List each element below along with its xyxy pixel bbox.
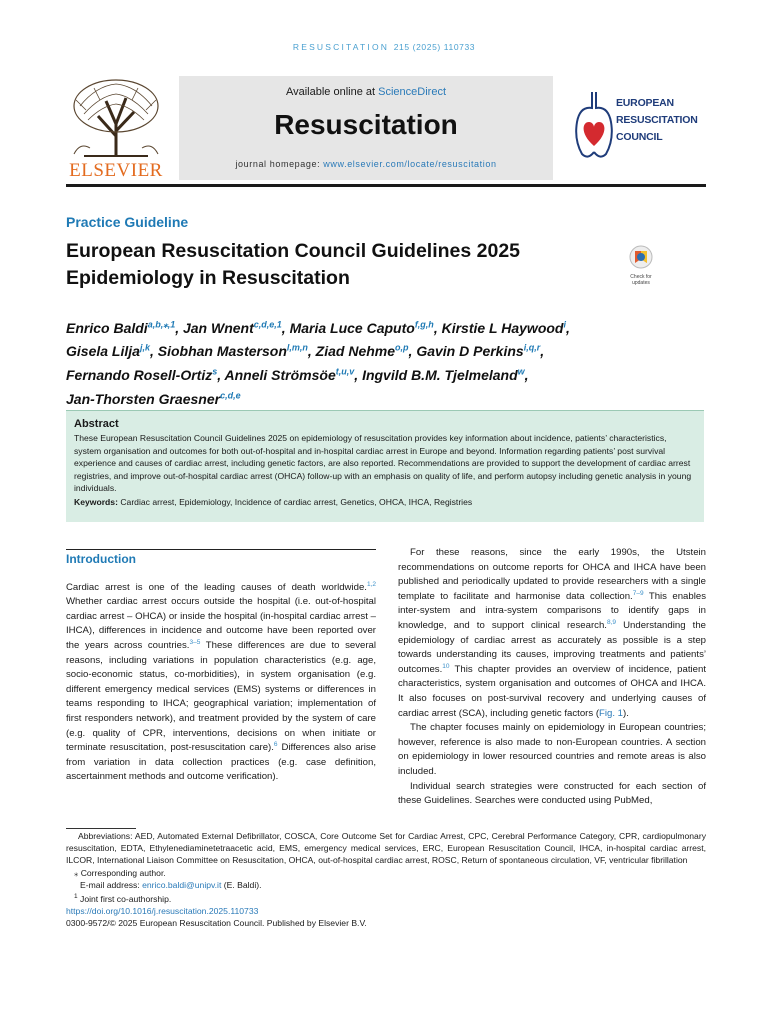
email-footnote: E-mail address: enrico.baldi@unipv.it (E. Baldi). — [80, 879, 262, 890]
author[interactable]: Gisela Lilja$^{j,k}$, — [66, 342, 158, 360]
intro-paragraph-1: Cardiac arrest is one of the leading causes of death worldwide.$^{1,2}$ Whether cardiac arrest occurs outside the hospital (i.e. out-of-hospital cardiac arrest – OHCA) or inside the hospital (in-hospital cardiac arrest – IHCA), differences in incidence and outcome have been reported over the years across countries.$^{3-5}$ These differences are due to several reasons, including variations in population characteristics (e.g. age, socio-economic status, co-morbidities), in system organisation (e.g. different emergency medical services (EMS) systems or differences in teams responding to IHCA; geographical variation; implementation of first responders network), and treatment provided by the system of care (e.g. quality of CPR, interventions, decisions on when initiate or terminate resuscitation, post-resuscitation care).$^6$ Differences also arise from variation in data collection practices (e.g. case definition, ascertainment methods and outcome verification). — [66, 580, 376, 783]
check-updates-icon — [624, 244, 658, 270]
check-updates-line: updates — [632, 279, 650, 286]
section-divider — [66, 549, 376, 550]
erc-line: EUROPEAN — [616, 97, 674, 109]
journal-homepage — [179, 159, 553, 169]
available-prefix: Available online at — [285, 86, 379, 98]
running-head-journal: RESUSCITATION — [292, 42, 390, 52]
citation-link[interactable]: 8,9 — [606, 618, 616, 626]
article-title-line: Epidemiology in Resuscitation — [66, 267, 350, 289]
author[interactable]: Ingvild B.M. Tjelmeland$^w$, — [362, 366, 529, 383]
keywords-label: Keywords: — [74, 496, 118, 507]
header-divider — [66, 184, 706, 187]
elsevier-wordmark: ELSEVIER — [69, 160, 163, 181]
citation-link[interactable]: 6 — [273, 740, 278, 748]
running-head — [0, 42, 768, 52]
check-updates-label — [624, 275, 658, 286]
available-online — [179, 86, 553, 98]
check-for-updates-badge[interactable] — [624, 244, 658, 286]
article-type: Practice Guideline — [66, 214, 189, 230]
author[interactable]: Gavin D Perkins$^{i,q,r}$, — [416, 342, 545, 360]
doi-link[interactable]: https://doi.org/10.1016/j.resuscitation.2025.110733 — [66, 906, 259, 917]
author[interactable]: Kirstie L Haywood$^i$, — [441, 319, 570, 336]
corresponding-footnote: ⁎ Corresponding author. — [74, 867, 166, 878]
running-head-citation: 215 (2025) 110733 — [393, 42, 476, 52]
author[interactable]: Fernando Rosell-Ortiz$^s$, — [66, 366, 225, 383]
journal-header — [66, 76, 706, 188]
footnote-divider — [66, 828, 136, 829]
intro-paragraph-3: The chapter focuses mainly on epidemiology in European countries; however, reference is also made to non-European countries. A section on epidemiology in lower resourced countries and remote areas is also included. — [398, 722, 706, 777]
author[interactable]: Anneli Strömsöe$^{t,u,v}$, — [224, 366, 363, 383]
right-column — [398, 546, 706, 809]
article-title — [66, 238, 606, 292]
abstract-box — [66, 410, 704, 522]
journal-title: Resuscitation — [274, 109, 458, 140]
author[interactable]: Maria Luce Caputo$^{f,g,h}$, — [289, 319, 442, 336]
author[interactable]: Ziad Nehme$^{o,p}$, — [315, 342, 417, 360]
homepage-link[interactable]: www.elsevier.com/locate/resuscitation — [323, 159, 497, 169]
introduction-heading: Introduction — [66, 552, 136, 566]
article-title-line: European Resuscitation Council Guidelines 2025 — [66, 240, 521, 262]
erc-logo — [572, 82, 706, 172]
journal-banner — [179, 76, 553, 180]
check-updates-line: Check for — [630, 274, 652, 280]
author[interactable]: Enrico Baldi$^{a,b,⁎,1}$, — [66, 319, 183, 336]
footnotes — [66, 830, 706, 929]
author-list — [66, 314, 686, 409]
copyright-line: 0300-9572/© 2025 European Resuscitation Council. Published by Elsevier B.V. — [66, 918, 367, 929]
erc-lungs-heart-icon — [572, 88, 616, 164]
erc-line: RESUSCITATION — [616, 114, 698, 126]
abstract-text: These European Resuscitation Council Guidelines 2025 on epidemiology of resuscitation provides key information about incidence, patients’ characteristics, system organisation and outcomes for both out-of-hospital and in-hospital cardiac arrest in Europe and beyond. Information regarding patients’ post survival experience and causes of cardiac arrest, including genetic factors, are also reported. Recommendations are provided to support the development of cardiac arrest registries, and improve out-of-hospital cardiac arrest (OHCA) follow-up with an emphasis on quality of life, and perform autopsy including genetic analysis in young individuals. — [74, 433, 692, 494]
sciencedirect-link[interactable]: ScienceDirect — [378, 86, 446, 98]
author[interactable]: Jan-Thorsten Graesner$^{c,d,e}$ — [66, 389, 241, 407]
author[interactable]: Jan Wnent$^{c,d,e,1}$, — [182, 319, 290, 336]
email-link[interactable]: enrico.baldi@unipv.it — [142, 879, 222, 890]
citation-link[interactable]: 7–9 — [632, 589, 644, 597]
figure-link[interactable]: Fig. 1 — [599, 707, 624, 719]
citation-link[interactable]: 3–5 — [189, 638, 201, 646]
citation-link[interactable]: 10 — [442, 662, 450, 670]
intro-paragraph-4: Individual search strategies were constructed for each section of these Guidelines. Searches were conducted using PubMed, — [398, 780, 706, 807]
author[interactable]: Siobhan Masterson$^{l,m,n}$, — [157, 342, 316, 360]
joint-authorship-footnote: $^1$ Joint first co-authorship. — [74, 893, 172, 904]
keywords — [74, 496, 696, 509]
doi-line — [66, 905, 706, 917]
keywords-text: Cardiac arrest, Epidemiology, Incidence of cardiac arrest, Genetics, OHCA, IHCA, Registries — [120, 496, 473, 507]
erc-wordmark — [616, 95, 698, 146]
abstract-heading: Abstract — [74, 418, 119, 430]
homepage-prefix: journal homepage: — [235, 159, 324, 169]
erc-line: COUNCIL — [616, 131, 663, 143]
abbreviations-footnote: Abbreviations: AED, Automated External Defibrillator, COSCA, Core Outcome Set for Cardiac Arrest, CPC, Cerebral Performance Category, CPR, cardiopulmonary resuscitation, EDTA, Ethylenediaminetetraacetic acid, EMS, emergency medical services, ERC, European Resuscitation Council, IHCA, in-hospital cardiac arrest, ILCOR, International Liaison Committee on Resuscitation, OHCA, out-of-hospital cardiac arrest, ROSC, Return of spontaneous circulation, VF, ventricular fibrillation — [66, 831, 706, 866]
intro-paragraph-2: For these reasons, since the early 1990s, the Utstein recommendations on outcome reports for OHCA and IHCA have been published and periodically updated to provide researchers with a single template to facilitate and harmonise data collection.$^{7-9}$ This enables inter-system and intra-system comparisons to identify gaps in knowledge, and to support clinical research.$^{8,9}$ Understanding the epidemiology of cardiac arrest as accurately as possible is a step towards understanding its causes, improving treatments and patients’ outcomes.$^{10}$ This chapter provides an overview of incidence, patient characteristics, system organisation and outcomes of OHCA and IHCA. It also focuses on post-survival recovery and underlying causes of cardiac arrest (SCA), including genetic factors (Fig. 1). — [398, 547, 706, 719]
citation-link[interactable]: 1,2 — [366, 580, 376, 588]
left-column — [66, 552, 376, 785]
